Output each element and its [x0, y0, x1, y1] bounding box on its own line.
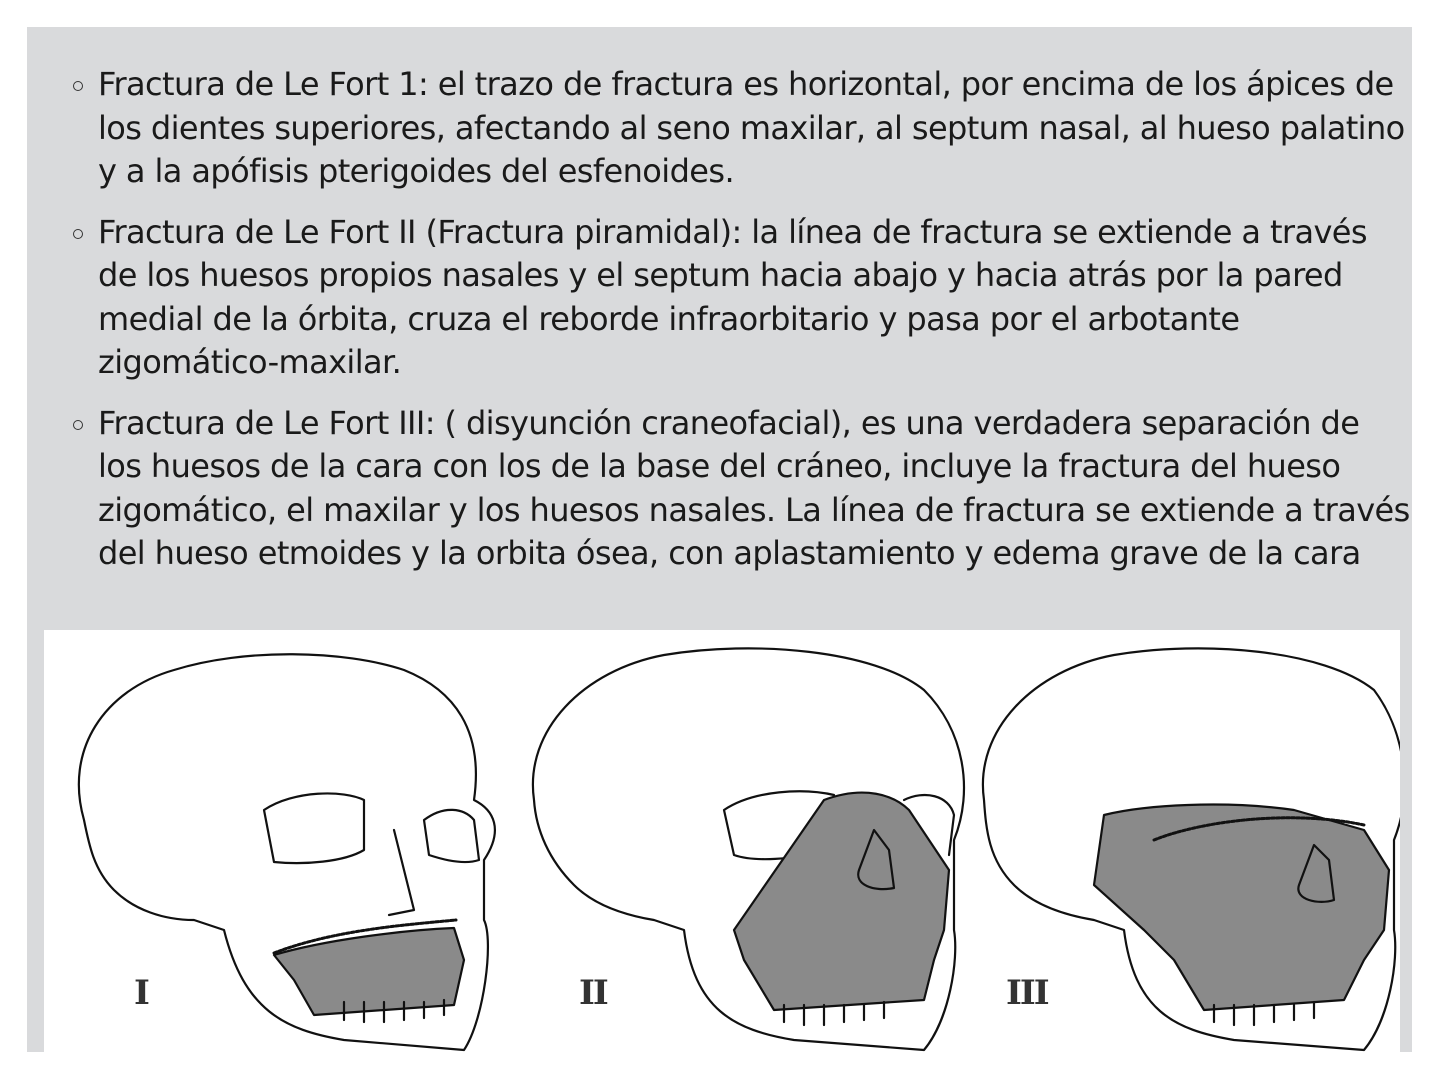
bullet-circle-icon — [73, 420, 83, 430]
bullet-circle-icon — [73, 81, 83, 91]
bullet-list — [71, 63, 1411, 593]
label-le-fort-3: III — [1006, 973, 1048, 1013]
label-le-fort-2: II — [579, 973, 607, 1013]
bullet-le-fort-1 — [71, 63, 1411, 194]
bullet-le-fort-2 — [71, 211, 1411, 385]
bullet-text: Fractura de Le Fort III: ( disyunción craneofacial), es una verdadera separación de los huesos de la cara con los de la base del cráneo, incluye la fractura del hueso zigomático, el maxilar y los huesos nasales. La línea de fractura se extiende a través del hueso etmoides y la orbita ósea, con aplastamiento y edema grave de la cara — [98, 403, 1410, 572]
le-fort-skull-illustration — [44, 630, 1400, 1052]
bullet-circle-icon — [73, 229, 83, 239]
bullet-text: Fractura de Le Fort II (Fractura piramidal): la línea de fractura se extiende a través de los huesos propios nasales y el septum hacia abajo y hacia atrás por la pared medial de la órbita, cruza el reborde infraorbitario y pasa por el arbotante zigomático-maxilar. — [98, 212, 1367, 381]
skulls-drawing — [44, 630, 1400, 1052]
label-le-fort-1: I — [134, 973, 148, 1013]
bullet-le-fort-3 — [71, 402, 1411, 576]
bullet-text: Fractura de Le Fort 1: el trazo de fractura es horizontal, por encima de los ápices de los dientes superiores, afectando al seno maxilar, al septum nasal, al hueso palatino y a la apófisis pterigoides del esfenoides. — [98, 65, 1405, 190]
